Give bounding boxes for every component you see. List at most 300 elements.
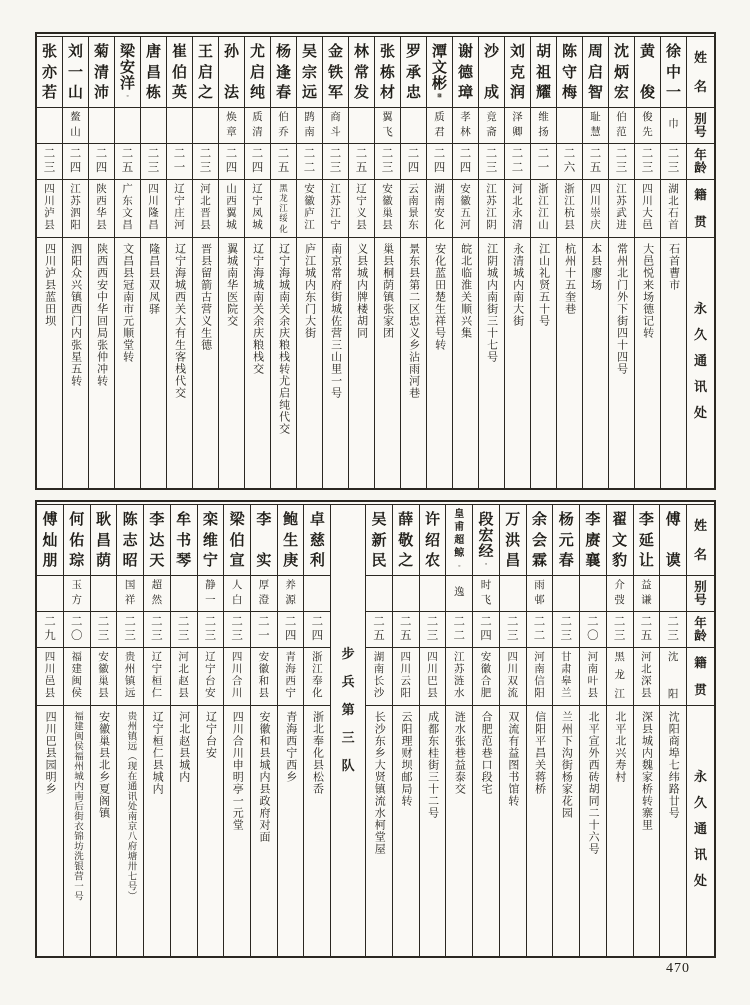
roster-table-bottom bbox=[35, 500, 716, 958]
person-column bbox=[296, 37, 322, 488]
person-alias: 逸 bbox=[446, 576, 472, 612]
person-name: 翟 文 豹 bbox=[607, 505, 633, 576]
person-column bbox=[277, 505, 304, 956]
person-alias: 巾 bbox=[661, 108, 686, 144]
person-age: 二 三 bbox=[420, 612, 446, 648]
person-column bbox=[579, 505, 606, 956]
person-age: 二 四 bbox=[245, 144, 270, 180]
person-native: 四 川 巴 县 bbox=[420, 648, 446, 706]
person-address bbox=[634, 706, 660, 956]
person-name: 牟 书 琴 bbox=[171, 505, 197, 576]
person-alias: 鳌 山 bbox=[63, 108, 88, 144]
person-age: 二 四 bbox=[278, 612, 304, 648]
person-address-text: 江阴城内南街三十七号 bbox=[485, 243, 498, 363]
person-name: 许 绍 农 bbox=[420, 505, 446, 576]
person-address bbox=[607, 706, 633, 956]
person-name: 金 铁 军 bbox=[323, 37, 348, 108]
person-address bbox=[167, 238, 192, 488]
person-address bbox=[557, 238, 582, 488]
person-column bbox=[365, 505, 392, 956]
person-address-text: 本县廖场 bbox=[589, 243, 602, 291]
person-alias: 俊 先 bbox=[635, 108, 660, 144]
person-age: 二 二 bbox=[297, 144, 322, 180]
person-address bbox=[580, 706, 606, 956]
person-native: 浙 江 奉 化 bbox=[304, 648, 330, 706]
person-native: 山 西 翼 城 bbox=[219, 180, 244, 238]
person-age: 二 五 bbox=[393, 612, 419, 648]
person-name: 梁 安 洋 ◦ bbox=[115, 37, 140, 108]
person-native: 辽 宁 台 安 bbox=[198, 648, 224, 706]
person-address-text: 安化蓝田楚生祥号转 bbox=[433, 243, 446, 351]
person-native: 湖 南 长 沙 bbox=[366, 648, 392, 706]
person-alias: 人 白 bbox=[224, 576, 250, 612]
person-alias: 翼 飞 bbox=[375, 108, 400, 144]
person-address bbox=[198, 706, 224, 956]
person-column bbox=[633, 505, 660, 956]
person-native: 河 北 永 清 bbox=[505, 180, 530, 238]
person-address bbox=[297, 238, 322, 488]
person-column bbox=[374, 37, 400, 488]
person-age: 二 三 bbox=[141, 144, 166, 180]
person-column bbox=[62, 37, 88, 488]
person-address-text: 永清城内南大街 bbox=[511, 243, 524, 327]
person-name: 张 栋 材 bbox=[375, 37, 400, 108]
person-address-text: 石首曹市 bbox=[667, 243, 680, 291]
person-address bbox=[401, 238, 426, 488]
person-alias bbox=[553, 576, 579, 612]
header-label-alias: 别 号 bbox=[687, 576, 714, 612]
person-native: 安 徽 庐 江 bbox=[297, 180, 322, 238]
person-address bbox=[171, 706, 197, 956]
person-native: 贵 州 镇 远 bbox=[117, 648, 143, 706]
person-name: 皇 甫 超 鲸 ◦ bbox=[446, 505, 472, 576]
person-column bbox=[582, 37, 608, 488]
person-address-text: 四川合川申明亭一元堂 bbox=[231, 711, 244, 831]
person-name: 胡 祖 耀 bbox=[531, 37, 556, 108]
person-address bbox=[278, 706, 304, 956]
person-age: 二 六 bbox=[557, 144, 582, 180]
person-address bbox=[64, 706, 90, 956]
person-address-text: 杭州十五奎巷 bbox=[563, 243, 576, 315]
person-address bbox=[635, 238, 660, 488]
person-age: 二 三 bbox=[553, 612, 579, 648]
person-name: 刘 一 山 bbox=[63, 37, 88, 108]
header-label-native: 籍 贯 bbox=[687, 648, 714, 706]
person-age: 二 五 bbox=[271, 144, 296, 180]
person-alias: 时 飞 bbox=[473, 576, 499, 612]
person-column bbox=[659, 505, 686, 956]
person-column bbox=[197, 505, 224, 956]
person-address bbox=[553, 706, 579, 956]
person-address-text: 庐江城内东门大街 bbox=[303, 243, 316, 339]
person-native: 河 北 深 县 bbox=[634, 648, 660, 706]
person-address bbox=[349, 238, 374, 488]
person-alias: 泽 卿 bbox=[505, 108, 530, 144]
person-native: 沈 阳 bbox=[660, 648, 686, 706]
person-address-text: 隆昌县双凤驿 bbox=[147, 243, 160, 315]
person-alias: 超 然 bbox=[144, 576, 170, 612]
person-address-text: 常州北门外下街四十四号 bbox=[615, 243, 628, 375]
person-address bbox=[304, 706, 330, 956]
person-age: 二 〇 bbox=[580, 612, 606, 648]
header-column bbox=[686, 505, 714, 956]
person-age: 二 四 bbox=[401, 144, 426, 180]
person-alias: 玉 方 bbox=[64, 576, 90, 612]
person-address-text: 巢县桐荫镇张家团 bbox=[381, 243, 394, 339]
person-native: 广 东 文 昌 bbox=[115, 180, 140, 238]
person-address bbox=[245, 238, 270, 488]
person-age: 二 〇 bbox=[64, 612, 90, 648]
person-age: 二 三 bbox=[635, 144, 660, 180]
person-age: 二 三 bbox=[193, 144, 218, 180]
person-native: 江 苏 武 进 bbox=[609, 180, 634, 238]
person-address bbox=[505, 238, 530, 488]
person-age: 二 五 bbox=[583, 144, 608, 180]
person-native: 云 南 景 东 bbox=[401, 180, 426, 238]
person-name: 沈 炳 宏 bbox=[609, 37, 634, 108]
person-age: 二 三 bbox=[500, 612, 526, 648]
person-name: 陈 志 昭 bbox=[117, 505, 143, 576]
person-column bbox=[606, 505, 633, 956]
person-address bbox=[193, 238, 218, 488]
person-name: 王 启 之 bbox=[193, 37, 218, 108]
person-alias bbox=[420, 576, 446, 612]
person-age: 二 三 bbox=[224, 612, 250, 648]
roster-table-top bbox=[35, 32, 716, 490]
section-label: 步 兵 第 三 队 bbox=[341, 646, 355, 773]
person-name: 何 佑 琮 bbox=[64, 505, 90, 576]
person-native: 江 苏 泗 阳 bbox=[63, 180, 88, 238]
person-column bbox=[218, 37, 244, 488]
person-native: 陕 西 华 县 bbox=[89, 180, 114, 238]
person-alias bbox=[91, 576, 117, 612]
person-name: 罗 承 忠 bbox=[401, 37, 426, 108]
person-alias bbox=[171, 576, 197, 612]
person-column bbox=[303, 505, 330, 956]
person-age: 二 三 bbox=[171, 612, 197, 648]
person-address bbox=[660, 706, 686, 956]
roster-columns bbox=[37, 505, 714, 956]
person-address-text: 晋县留箭古营义生德 bbox=[199, 243, 212, 351]
person-address-text: 翼城南华医院交 bbox=[225, 243, 238, 327]
person-native: 安 徽 巢 县 bbox=[91, 648, 117, 706]
person-age: 二 五 bbox=[634, 612, 660, 648]
person-alias: 维 扬 bbox=[531, 108, 556, 144]
person-age: 二 三 bbox=[609, 144, 634, 180]
person-address bbox=[661, 238, 686, 488]
person-alias: 耻 慧 bbox=[583, 108, 608, 144]
person-native: 安 徽 巢 县 bbox=[375, 180, 400, 238]
person-address bbox=[609, 238, 634, 488]
person-name: 李 实 bbox=[251, 505, 277, 576]
person-age: 二 四 bbox=[89, 144, 114, 180]
person-address-text: 成都东桂街三十二号 bbox=[426, 711, 439, 819]
person-address-text: 大邑悦来场德记转 bbox=[641, 243, 654, 339]
person-address bbox=[91, 706, 117, 956]
person-address-text: 安徽巢县北乡夏阁镇 bbox=[97, 711, 110, 819]
person-column bbox=[270, 37, 296, 488]
person-native: 河 北 赵 县 bbox=[171, 648, 197, 706]
person-address bbox=[375, 238, 400, 488]
person-alias bbox=[557, 108, 582, 144]
person-native: 福 建 闽 侯 bbox=[64, 648, 90, 706]
person-column bbox=[192, 37, 218, 488]
person-column bbox=[140, 37, 166, 488]
person-address-text: 深县城内魏家桥转寨里 bbox=[640, 711, 653, 831]
person-age: 二 三 bbox=[323, 144, 348, 180]
person-age: 二 五 bbox=[366, 612, 392, 648]
person-name: 耿 昌 荫 bbox=[91, 505, 117, 576]
person-native: 安 徽 和 县 bbox=[251, 648, 277, 706]
person-address-text: 江山礼贤五十号 bbox=[537, 243, 550, 327]
person-address bbox=[453, 238, 478, 488]
person-column bbox=[392, 505, 419, 956]
person-alias: 国 祥 bbox=[117, 576, 143, 612]
person-address-text: 青海西宁西乡 bbox=[284, 711, 297, 783]
header-column bbox=[686, 37, 714, 488]
person-address bbox=[219, 238, 244, 488]
person-column bbox=[348, 37, 374, 488]
person-name: 刘 克 润 bbox=[505, 37, 530, 108]
person-name: 谢 德 璋 bbox=[453, 37, 478, 108]
person-name: 李 达 天 bbox=[144, 505, 170, 576]
person-native: 甘 肃 皋 兰 bbox=[553, 648, 579, 706]
header-label-native: 籍 贯 bbox=[687, 180, 714, 238]
person-address-text: 文昌县冠南市元顺堂转 bbox=[121, 243, 134, 363]
footnote-mark: ◦ bbox=[484, 561, 488, 568]
person-native: 河 南 叶 县 bbox=[580, 648, 606, 706]
person-address bbox=[366, 706, 392, 956]
person-address bbox=[224, 706, 250, 956]
person-alias bbox=[37, 108, 62, 144]
person-column bbox=[322, 37, 348, 488]
footnote-mark: ⑧ bbox=[436, 93, 443, 100]
person-native: 湖 北 石 首 bbox=[661, 180, 686, 238]
person-address-text: 云阳理财坝邮局转 bbox=[399, 711, 412, 807]
person-native: 安 徽 合 肥 bbox=[473, 648, 499, 706]
footnote-mark: ◦ bbox=[126, 93, 129, 100]
person-native: 辽 宁 庄 河 bbox=[167, 180, 192, 238]
person-address bbox=[37, 706, 63, 956]
person-name: 徐 中 一 bbox=[661, 37, 686, 108]
person-name: 段 宏 经 ◦ bbox=[473, 505, 499, 576]
person-name: 黄 俊 bbox=[635, 37, 660, 108]
person-native: 四 川 大 邑 bbox=[635, 180, 660, 238]
person-address bbox=[141, 238, 166, 488]
person-native: 浙 江 杭 县 bbox=[557, 180, 582, 238]
person-alias: 益 谦 bbox=[634, 576, 660, 612]
person-address bbox=[144, 706, 170, 956]
person-address-text: 沈阳商埠七纬路廿号 bbox=[667, 711, 680, 819]
person-column bbox=[170, 505, 197, 956]
person-native: 江 苏 江 宁 bbox=[323, 180, 348, 238]
person-column bbox=[223, 505, 250, 956]
person-column bbox=[37, 37, 62, 488]
person-name: 杨 元 春 bbox=[553, 505, 579, 576]
person-address bbox=[500, 706, 526, 956]
person-native: 河 北 晋 县 bbox=[193, 180, 218, 238]
person-native: 四 川 合 川 bbox=[224, 648, 250, 706]
person-name: 崔 伯 英 bbox=[167, 37, 192, 108]
person-address bbox=[473, 706, 499, 956]
person-name: 吴 新 民 bbox=[366, 505, 392, 576]
person-column bbox=[499, 505, 526, 956]
person-name: 潭 文 彬 ⑧ bbox=[427, 37, 452, 108]
person-native: 河 南 信 阳 bbox=[527, 648, 553, 706]
header-label-address: 永 久 通 讯 处 bbox=[693, 301, 707, 420]
person-column bbox=[244, 37, 270, 488]
person-column bbox=[90, 505, 117, 956]
person-alias: 伯 范 bbox=[609, 108, 634, 144]
person-address-text: 北平北兴寿村 bbox=[613, 711, 626, 783]
person-age: 二 九 bbox=[37, 612, 63, 648]
person-column bbox=[478, 37, 504, 488]
person-name: 杨 逢 春 bbox=[271, 37, 296, 108]
person-alias: 质 清 bbox=[245, 108, 270, 144]
person-alias: 介 弢 bbox=[607, 576, 633, 612]
person-column bbox=[504, 37, 530, 488]
person-age: 二 三 bbox=[198, 612, 224, 648]
person-address-text: 北平宣外西砖胡同二十六号 bbox=[587, 711, 600, 855]
person-name: 张 亦 若 bbox=[37, 37, 62, 108]
person-column bbox=[426, 37, 452, 488]
person-alias bbox=[393, 576, 419, 612]
person-column bbox=[400, 37, 426, 488]
person-address bbox=[251, 706, 277, 956]
person-alias: 厚 澄 bbox=[251, 576, 277, 612]
person-address-text: 福建闽侯福州城内南后街衣锦坊洗银营一号 bbox=[72, 711, 83, 901]
person-name: 李 延 让 bbox=[634, 505, 660, 576]
person-native: 江 苏 涟 水 bbox=[446, 648, 472, 706]
person-column bbox=[452, 37, 478, 488]
person-address bbox=[583, 238, 608, 488]
person-name: 李 赓 襄 bbox=[580, 505, 606, 576]
person-address-text: 河北赵县城内 bbox=[177, 711, 190, 783]
person-address-text: 浙北奉化县松岙 bbox=[311, 711, 324, 795]
person-age: 二 一 bbox=[531, 144, 556, 180]
person-name: 鲍 生 庚 bbox=[278, 505, 304, 576]
person-age: 二 四 bbox=[304, 612, 330, 648]
person-name: 沙 成 bbox=[479, 37, 504, 108]
person-address bbox=[393, 706, 419, 956]
person-address-text: 皖北临淮关顺兴集 bbox=[459, 243, 472, 339]
person-address bbox=[479, 238, 504, 488]
person-age: 二 三 bbox=[375, 144, 400, 180]
person-name: 林 常 发 bbox=[349, 37, 374, 108]
person-address-text: 辽宁海城南关余庆粮栈交 bbox=[251, 243, 264, 375]
person-age: 二 五 bbox=[115, 144, 140, 180]
person-address-text: 辽宁海城南关余庆粮栈转尤启纯代交 bbox=[277, 243, 290, 435]
person-address bbox=[446, 706, 472, 956]
person-name: 唐 昌 栋 bbox=[141, 37, 166, 108]
person-column bbox=[166, 37, 192, 488]
person-native: 黑 龙 江 绥 化 bbox=[271, 180, 296, 238]
person-age: 二 一 bbox=[167, 144, 192, 180]
person-column bbox=[526, 505, 553, 956]
person-address-text: 贵州镇远（现在通讯处南京八府塘卅七号） bbox=[125, 711, 136, 901]
person-alias: 静 一 bbox=[198, 576, 224, 612]
person-alias bbox=[141, 108, 166, 144]
person-name: 余 会 霖 bbox=[527, 505, 553, 576]
person-alias bbox=[89, 108, 114, 144]
person-native: 江 苏 江 阴 bbox=[479, 180, 504, 238]
person-address-text: 合肥范巷口段宅 bbox=[480, 711, 493, 795]
person-column bbox=[660, 37, 686, 488]
person-age: 二 二 bbox=[505, 144, 530, 180]
person-name: 周 启 智 bbox=[583, 37, 608, 108]
person-name: 傅 灿 朋 bbox=[37, 505, 63, 576]
person-name: 栾 维 宁 bbox=[198, 505, 224, 576]
person-column bbox=[88, 37, 114, 488]
person-native: 四 川 云 阳 bbox=[393, 648, 419, 706]
person-address bbox=[37, 238, 62, 488]
person-name: 傅 谟 bbox=[660, 505, 686, 576]
person-age: 二 三 bbox=[144, 612, 170, 648]
person-address-text: 辽宁海城西关大有生客栈代交 bbox=[173, 243, 186, 399]
person-address-text: 四川泸县蓝田坝 bbox=[43, 243, 56, 327]
person-alias bbox=[500, 576, 526, 612]
person-name: 孙 法 bbox=[219, 37, 244, 108]
section-divider-column bbox=[330, 505, 365, 956]
person-address-text: 泗阳众兴镇西门内张星五转 bbox=[69, 243, 82, 387]
person-age: 二 四 bbox=[63, 144, 88, 180]
person-age: 二 四 bbox=[219, 144, 244, 180]
person-age: 二 三 bbox=[91, 612, 117, 648]
person-alias bbox=[349, 108, 374, 144]
person-column bbox=[419, 505, 446, 956]
person-address bbox=[323, 238, 348, 488]
person-address-text: 陕西西安中华回局张仲冲转 bbox=[95, 243, 108, 387]
person-name: 菊 清 沛 bbox=[89, 37, 114, 108]
person-address bbox=[527, 706, 553, 956]
person-alias: 养 源 bbox=[278, 576, 304, 612]
header-label-name: 姓 名 bbox=[687, 505, 714, 576]
person-age: 二 一 bbox=[251, 612, 277, 648]
person-age: 二 二 bbox=[527, 612, 553, 648]
person-column bbox=[116, 505, 143, 956]
person-address-text: 涟水张巷益泰交 bbox=[453, 711, 466, 795]
header-label-age: 年 龄 bbox=[687, 144, 714, 180]
person-column bbox=[143, 505, 170, 956]
person-age: 二 三 bbox=[661, 144, 686, 180]
person-address bbox=[531, 238, 556, 488]
person-name: 梁 伯 宣 bbox=[224, 505, 250, 576]
person-column bbox=[37, 505, 63, 956]
person-name: 薛 敬 之 bbox=[393, 505, 419, 576]
person-age: 二 二 bbox=[446, 612, 472, 648]
person-age: 二 三 bbox=[607, 612, 633, 648]
person-alias: 竟 斋 bbox=[479, 108, 504, 144]
person-alias bbox=[580, 576, 606, 612]
person-alias bbox=[660, 576, 686, 612]
roster-columns bbox=[37, 37, 714, 488]
person-age: 二 三 bbox=[660, 612, 686, 648]
person-native: 辽 宁 凤 城 bbox=[245, 180, 270, 238]
person-native: 青 海 西 宁 bbox=[278, 648, 304, 706]
person-alias bbox=[167, 108, 192, 144]
person-age: 二 三 bbox=[37, 144, 62, 180]
person-name: 尤 启 纯 bbox=[245, 37, 270, 108]
header-label-age: 年 龄 bbox=[687, 612, 714, 648]
person-alias: 雨 邨 bbox=[527, 576, 553, 612]
person-alias: 焕 章 bbox=[219, 108, 244, 144]
person-column bbox=[445, 505, 472, 956]
person-column bbox=[530, 37, 556, 488]
header-label-alias: 别 号 bbox=[687, 108, 714, 144]
person-native: 辽 宁 桓 仁 bbox=[144, 648, 170, 706]
person-name: 吴 宗 远 bbox=[297, 37, 322, 108]
person-address-text: 义县城内牌楼胡同 bbox=[355, 243, 368, 339]
